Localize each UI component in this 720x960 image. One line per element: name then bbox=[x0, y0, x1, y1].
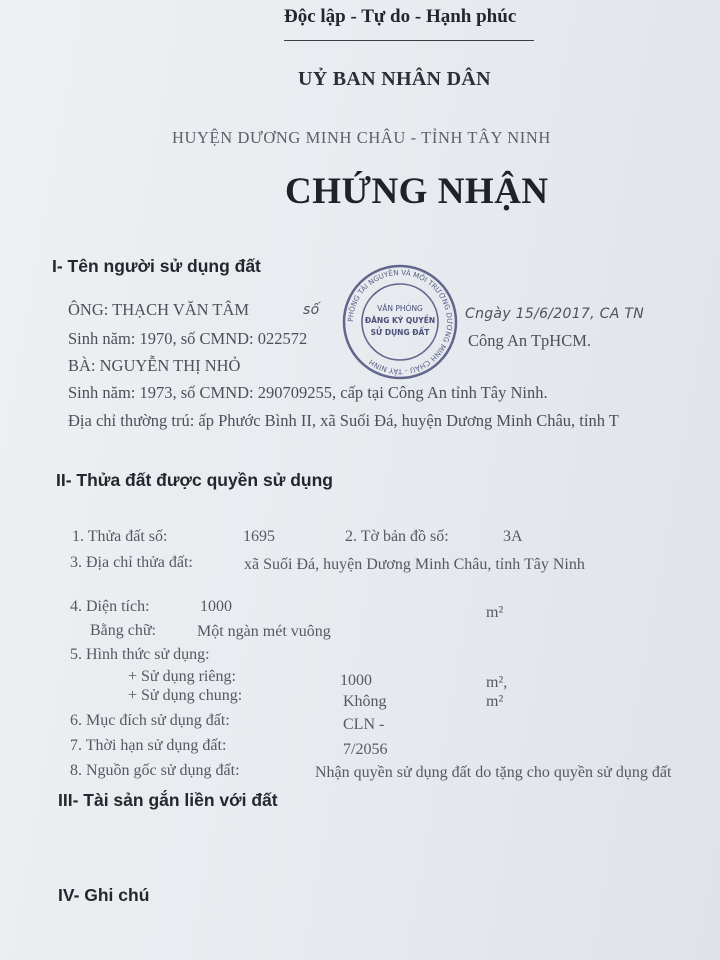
map-sheet-label: 2. Tờ bản đồ số: bbox=[345, 528, 449, 545]
parcel-address-label: 3. Địa chỉ thửa đất: bbox=[70, 554, 193, 571]
stamp-line-3: SỬ DỤNG ĐẤT bbox=[370, 328, 430, 337]
term-value: 7/2056 bbox=[343, 741, 388, 758]
section-1-heading: I- Tên người sử dụng đất bbox=[52, 256, 261, 276]
husband-id-issuer: Công An TpHCM. bbox=[468, 331, 592, 350]
wife-birth-id: Sinh năm: 1973, số CMND: 290709255, cấp tại Công An tỉnh Tây Ninh. bbox=[68, 383, 548, 402]
parcel-address-value: xã Suối Đá, huyện Dương Minh Châu, tỉnh Tây Ninh bbox=[244, 556, 585, 573]
area-label: 4. Diện tích: bbox=[70, 598, 150, 615]
permanent-address: Địa chỉ thường trú: ấp Phước Bình II, xã Suối Đá, huyện Dương Minh Châu, tỉnh T bbox=[68, 411, 619, 430]
husband-birth-id: Sinh năm: 1970, số CMND: 022572 bbox=[68, 329, 308, 348]
section-3-heading: III- Tài sản gắn liền với đất bbox=[58, 790, 278, 810]
wife-name: BÀ: NGUYỄN THỊ NHỎ bbox=[68, 356, 241, 375]
origin-label: 8. Nguồn gốc sử dụng đất: bbox=[70, 762, 240, 779]
purpose-label: 6. Mục đích sử dụng đất: bbox=[70, 712, 230, 729]
area-words-value: Một ngàn mét vuông bbox=[197, 623, 331, 640]
national-motto: Độc lập - Tự do - Hạnh phúc bbox=[284, 6, 517, 27]
area-unit: m² bbox=[486, 604, 504, 621]
area-value: 1000 bbox=[200, 598, 232, 615]
district-name: HUYỆN DƯƠNG MINH CHÂU - TỈNH TÂY NINH bbox=[172, 128, 551, 147]
map-sheet-value: 3A bbox=[503, 528, 523, 545]
parcel-number-label: 1. Thửa đất số: bbox=[72, 528, 168, 545]
origin-value: Nhận quyền sử dụng đất do tặng cho quyền sử dụng đất bbox=[315, 764, 672, 781]
shared-use-unit: m² bbox=[486, 693, 504, 710]
section-4-heading: IV- Ghi chú bbox=[58, 885, 150, 905]
handwritten-annotation-2: Cngày 15/6/2017, CA TN bbox=[465, 306, 644, 322]
area-words-label: Bằng chữ: bbox=[90, 622, 156, 639]
shared-use-label: + Sử dụng chung: bbox=[128, 687, 243, 704]
private-use-unit: m², bbox=[486, 674, 508, 691]
husband-name: ÔNG: THẠCH VĂN TÂM bbox=[68, 300, 250, 319]
private-use-value: 1000 bbox=[340, 672, 372, 689]
stamp-line-1: VĂN PHÒNG bbox=[377, 304, 423, 313]
section-2-heading: II- Thửa đất được quyền sử dụng bbox=[56, 470, 333, 490]
stamp-line-2: ĐĂNG KÝ QUYỀN bbox=[364, 316, 436, 325]
issuing-organization: UỶ BAN NHÂN DÂN bbox=[298, 68, 491, 90]
parcel-number-value: 1695 bbox=[243, 528, 275, 545]
stamp-ring-text: PHÒNG TÀI NGUYÊN VÀ MÔI TRƯỜNG DƯƠNG MINH CHÂU - TÂY NINH bbox=[345, 267, 455, 377]
handwritten-annotation-1: số bbox=[303, 302, 320, 318]
usage-form-label: 5. Hình thức sử dụng: bbox=[70, 646, 210, 663]
motto-underline bbox=[284, 40, 534, 41]
document-title: CHỨNG NHẬN bbox=[285, 171, 549, 212]
private-use-label: + Sử dụng riêng: bbox=[128, 668, 236, 685]
shared-use-value: Không bbox=[343, 693, 387, 710]
term-label: 7. Thời hạn sử dụng đất: bbox=[70, 737, 227, 754]
official-stamp bbox=[340, 262, 460, 382]
purpose-value: CLN - bbox=[343, 716, 385, 733]
